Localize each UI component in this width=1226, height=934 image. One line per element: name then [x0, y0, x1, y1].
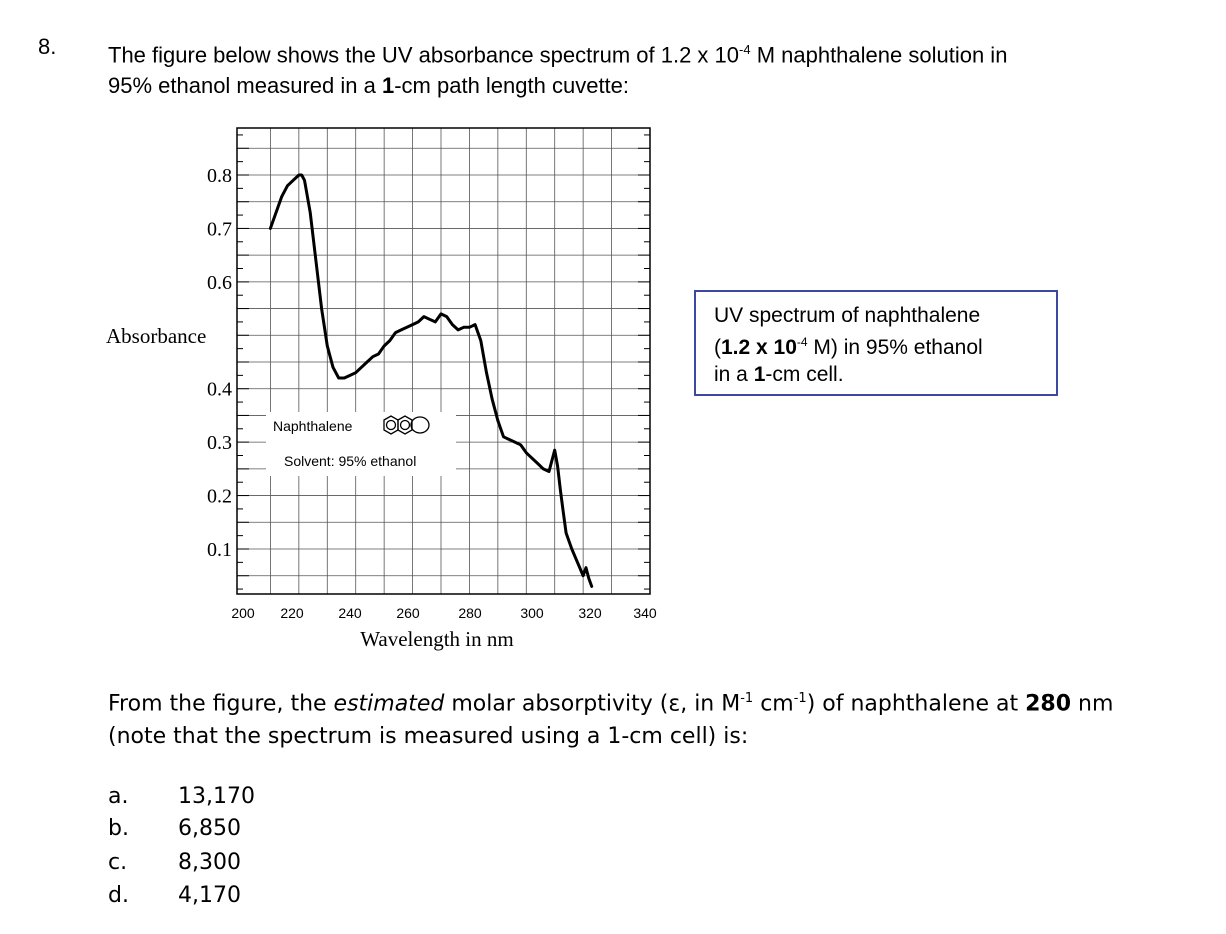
- chart-series: [270, 175, 591, 586]
- stem-line2-bold: 1: [381, 73, 395, 99]
- series-line-naphthalene: [270, 175, 591, 586]
- chart-grid: [237, 128, 650, 594]
- follow-up-question: [108, 682, 1188, 753]
- option-a-value[interactable]: 13,170: [178, 784, 255, 809]
- x-axis-label: Wavelength in nm: [360, 627, 514, 651]
- option-c-value[interactable]: 8,300: [178, 850, 241, 875]
- caption-exponent: -4: [796, 335, 808, 349]
- option-c-letter: c.: [108, 850, 128, 875]
- follow-b: molar absorptivity (ε, in M: [444, 691, 741, 717]
- caption-line1: UV spectrum of naphthalene: [714, 304, 981, 327]
- caption-line3: [714, 361, 1038, 388]
- caption-line3-b: -cm cell.: [765, 363, 844, 386]
- follow-exp2: -1: [793, 691, 807, 706]
- option-d-value[interactable]: 4,170: [178, 883, 241, 908]
- follow-e: nm: [1071, 691, 1114, 717]
- stem-exponent: -4: [739, 42, 751, 57]
- x-tick-label: 200: [231, 605, 255, 621]
- chart-inset: [266, 412, 456, 476]
- option-b-letter: b.: [108, 816, 129, 841]
- x-tick-label: 260: [396, 605, 420, 621]
- option-d-letter: d.: [108, 883, 129, 908]
- x-tick-label: 300: [520, 605, 544, 621]
- option-a-letter: a.: [108, 784, 129, 809]
- follow-c: cm: [753, 691, 794, 717]
- stem-line2-a: 95% ethanol measured in a: [108, 73, 382, 99]
- question-number: 8.: [38, 34, 57, 59]
- stem-line1-suffix: M naphthalene solution in: [750, 42, 1008, 68]
- y-tick-label: 0.1: [207, 539, 232, 561]
- chart-labels: [106, 165, 657, 651]
- x-tick-label: 220: [280, 605, 304, 621]
- stem-line1-prefix: The figure below shows the UV absorbance spectrum of 1.2 x 10: [108, 42, 740, 68]
- y-tick-label: 0.6: [207, 271, 232, 294]
- follow-italic: estimated: [333, 691, 445, 717]
- inset-compound-label: Naphthalene: [273, 418, 353, 434]
- x-tick-label: 240: [338, 605, 362, 621]
- x-tick-label: 280: [458, 605, 482, 621]
- figure-caption-box: [694, 290, 1058, 396]
- follow-exp1: -1: [740, 691, 754, 706]
- y-axis-label: Absorbance: [106, 324, 207, 348]
- caption-line2-a: (: [714, 336, 721, 359]
- y-tick-label: 0.2: [207, 485, 232, 508]
- x-tick-label: 340: [633, 605, 657, 621]
- y-tick-label: 0.3: [207, 432, 232, 455]
- follow-a: From the figure, the: [108, 691, 334, 717]
- option-b-value[interactable]: 6,850: [178, 816, 241, 841]
- y-tick-label: 0.7: [207, 218, 232, 241]
- stem-line2-b: -cm path length cuvette:: [394, 73, 630, 99]
- x-tick-label: 320: [578, 605, 602, 621]
- caption-line3-bold: 1: [753, 363, 766, 386]
- follow-line2: (note that the spectrum is measured using a 1-cm cell) is:: [108, 724, 749, 750]
- inset-solvent-label: Solvent: 95% ethanol: [284, 453, 417, 469]
- caption-line2: [714, 329, 1038, 361]
- caption-line2-bold: 1.2 x 10: [721, 336, 797, 359]
- follow-bold: 280: [1025, 691, 1072, 717]
- y-tick-label: 0.8: [207, 165, 232, 187]
- caption-line3-a: in a: [714, 363, 754, 386]
- caption-line2-b: M) in 95% ethanol: [807, 336, 983, 359]
- y-tick-label: 0.4: [207, 378, 232, 401]
- follow-d: ) of naphthalene at: [806, 691, 1026, 717]
